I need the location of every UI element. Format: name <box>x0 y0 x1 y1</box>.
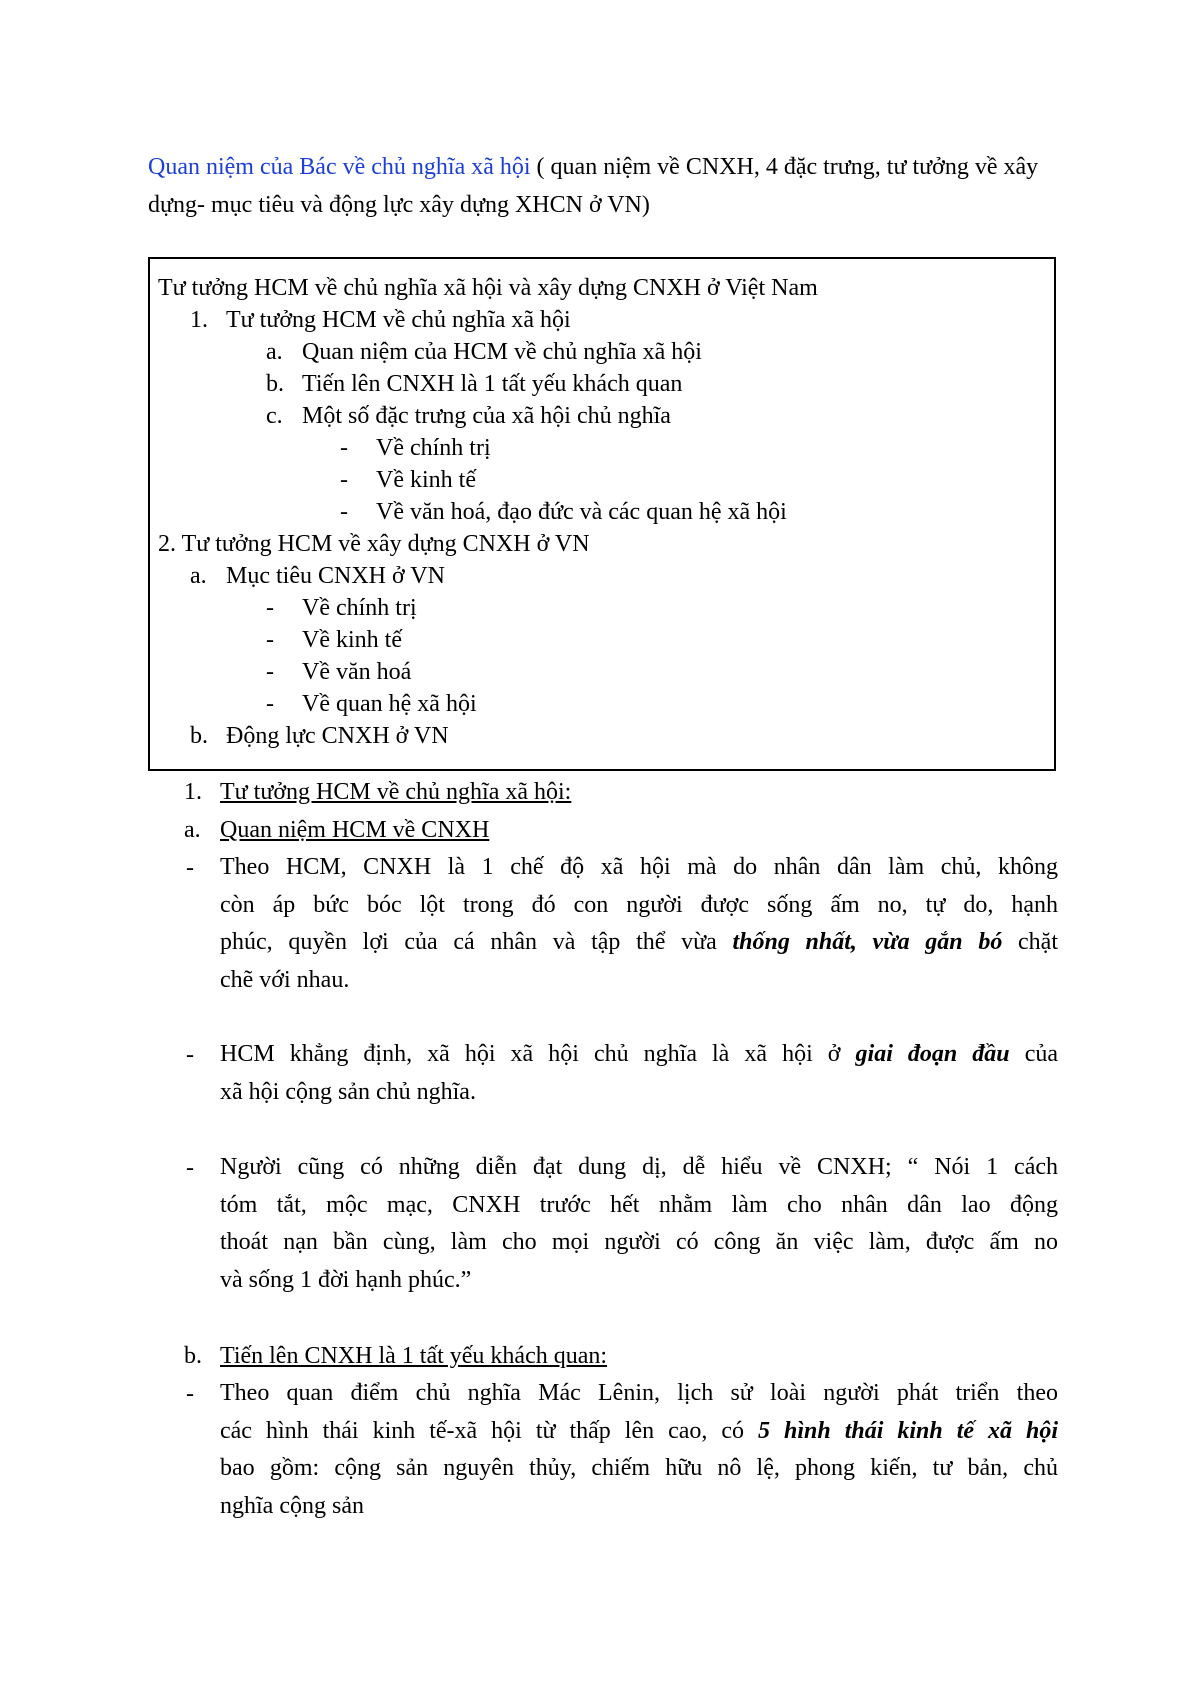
outline-text: Một số đặc trưng của xã hội chủ nghĩa <box>302 403 671 429</box>
bullet-dash: - <box>186 1155 194 1181</box>
paragraph-line: tóm tắt, mộc mạc, CNXH trước hết nhằm làm cho nhân dân lao động <box>220 1191 1058 1218</box>
outline-marker: - <box>340 499 348 525</box>
paragraph-line: Theo HCM, CNXH là 1 chế độ xã hội mà do nhân dân làm chủ, không <box>220 854 1058 880</box>
outline-item-1c-1 <box>340 432 491 464</box>
outline-text: Về chính trị <box>376 435 491 461</box>
paragraph-3 <box>220 1149 1058 1299</box>
outline-marker: b. <box>190 723 208 749</box>
paragraph-line <box>220 1413 1058 1451</box>
outline-item-2a-2 <box>266 624 402 656</box>
outline-marker: - <box>266 627 274 653</box>
outline-marker: a. <box>266 339 283 365</box>
paragraph-2 <box>220 1036 1058 1111</box>
outline-marker: b. <box>266 371 284 397</box>
outline-text: Tư tưởng HCM về chủ nghĩa xã hội <box>226 307 571 333</box>
outline-item-2a-1 <box>266 592 417 624</box>
paragraph-line: còn áp bức bóc lột trong đó con người được sống ấm no, tự do, hạnh <box>220 891 1058 918</box>
outline-item-2a-3 <box>266 656 411 688</box>
outline-text: Động lực CNXH ở VN <box>226 723 449 749</box>
text-run: các hình thái kinh tế-xã hội từ thấp lên cao, có <box>220 1417 759 1444</box>
outline-item-2b <box>190 720 449 752</box>
outline-text: Quan niệm của HCM về chủ nghĩa xã hội <box>302 339 702 365</box>
outline-marker: - <box>266 691 274 717</box>
outline-marker: - <box>266 595 274 621</box>
outline-marker: c. <box>266 403 283 429</box>
outline-item-1c-2 <box>340 464 476 496</box>
paragraph-line <box>220 924 1058 962</box>
heading-description: ( quan niệm về CNXH, 4 đặc trưng, tư tưởng về xây dựng- mục tiêu và động lực xây dựng XHCN ở VN) <box>148 154 1039 218</box>
outline-item-1b <box>266 368 682 400</box>
outline-item-1 <box>190 304 571 336</box>
bullet-dash: - <box>186 1042 194 1068</box>
text-run: HCM khẳng định, xã hội xã hội chủ nghĩa là xã hội ở <box>220 1041 856 1067</box>
outline-marker: - <box>340 467 348 493</box>
outline-box <box>148 257 1056 771</box>
bullet-dash: - <box>186 855 194 881</box>
outline-text: Về chính trị <box>302 595 417 621</box>
outline-item-1c <box>266 400 671 432</box>
outline-item-2a <box>190 560 445 592</box>
heading-link-text[interactable]: Quan niệm của Bác về chủ nghĩa xã hội <box>148 154 531 180</box>
paragraph-line: Theo quan điểm chủ nghĩa Mác Lênin, lịch sử loài người phát triển theo <box>220 1380 1058 1406</box>
section-1a-marker: a. <box>184 817 201 843</box>
outline-text: Tiến lên CNXH là 1 tất yếu khách quan <box>302 371 683 397</box>
emphasis-text: giai đoạn đầu <box>855 1041 1010 1067</box>
outline-item-1c-3 <box>340 496 787 528</box>
paragraph-line: xã hội cộng sản chủ nghĩa. <box>220 1078 476 1105</box>
paragraph-line: và sống 1 đời hạnh phúc.” <box>220 1266 472 1293</box>
document-heading <box>148 148 1058 224</box>
text-run: của <box>1009 1041 1059 1067</box>
outline-marker: a. <box>190 563 207 589</box>
outline-marker: - <box>340 435 348 461</box>
outline-text: Về kinh tế <box>302 627 402 653</box>
outline-item-2a-4 <box>266 688 477 720</box>
bullet-dash: - <box>186 1381 194 1407</box>
paragraph-1 <box>220 849 1058 999</box>
text-run: chặt <box>1002 929 1058 955</box>
paragraph-line <box>220 1036 1058 1074</box>
emphasis-text: thống nhất, vừa gắn bó <box>732 929 1003 955</box>
paragraph-line: thoát nạn bần cùng, làm cho mọi người có công ăn việc làm, được ấm no <box>220 1229 1058 1255</box>
outline-item-2: 2. Tư tưởng HCM về xây dựng CNXH ở VN <box>158 531 590 557</box>
emphasis-text: 5 hình thái kinh tế xã hội <box>758 1417 1059 1444</box>
paragraph-line: Người cũng có những diễn đạt dung dị, dễ hiểu về CNXH; “ Nói 1 cách <box>220 1154 1058 1180</box>
paragraph-4 <box>220 1375 1058 1525</box>
paragraph-line: nghĩa cộng sản <box>220 1492 364 1519</box>
outline-text: Về quan hệ xã hội <box>302 691 477 717</box>
section-1b-marker: b. <box>184 1343 202 1369</box>
outline-text: Mục tiêu CNXH ở VN <box>226 563 445 589</box>
paragraph-line: bao gồm: cộng sản nguyên thủy, chiếm hữu nô lệ, phong kiến, tư bản, chủ <box>220 1455 1058 1481</box>
outline-item-1a <box>266 336 702 368</box>
section-1b-title: Tiến lên CNXH là 1 tất yếu khách quan: <box>220 1343 608 1369</box>
outline-marker: 1. <box>190 307 208 333</box>
section-1-title: Tư tưởng HCM về chủ nghĩa xã hội: <box>220 779 572 805</box>
outline-text: Về văn hoá, đạo đức và các quan hệ xã hội <box>376 499 787 525</box>
outline-text: Về kinh tế <box>376 467 476 493</box>
paragraph-line: chẽ với nhau. <box>220 966 350 993</box>
text-run: phúc, quyền lợi của cá nhân và tập thể vừa <box>220 929 733 955</box>
outline-text: Về văn hoá <box>302 659 412 685</box>
outline-marker: - <box>266 659 274 685</box>
section-1-marker: 1. <box>184 779 202 805</box>
section-1a-title: Quan niệm HCM về CNXH <box>220 817 490 843</box>
outline-title: Tư tưởng HCM về chủ nghĩa xã hội và xây dựng CNXH ở Việt Nam <box>158 275 818 301</box>
